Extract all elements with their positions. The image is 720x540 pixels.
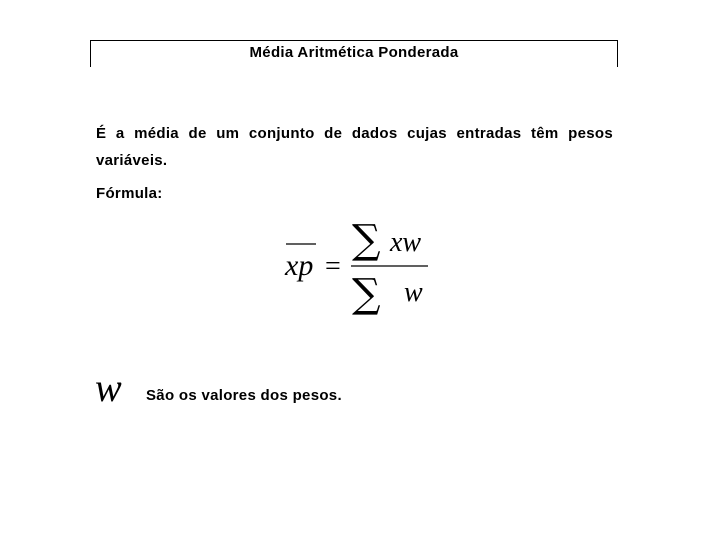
sum-symbol-numerator: ∑ bbox=[352, 217, 381, 263]
definition-text: É a média de um conjunto de dados cujas entradas têm pesos variáveis. bbox=[96, 125, 613, 169]
variable-symbol: w bbox=[95, 365, 122, 410]
sum-symbol-denominator: ∑ bbox=[352, 271, 381, 317]
denominator-w: w bbox=[404, 277, 423, 308]
page-title: Média Aritmética Ponderada bbox=[249, 44, 459, 61]
numerator-xw: xw bbox=[390, 227, 422, 258]
lhs-xp: xp bbox=[285, 249, 314, 282]
title-box bbox=[90, 40, 618, 67]
equals-sign: = bbox=[325, 251, 341, 282]
weighted-mean-formula bbox=[280, 215, 440, 320]
formula-svg bbox=[280, 215, 440, 320]
variable-description: São os valores dos pesos. bbox=[146, 387, 342, 404]
formula-label: Fórmula: bbox=[96, 185, 163, 202]
